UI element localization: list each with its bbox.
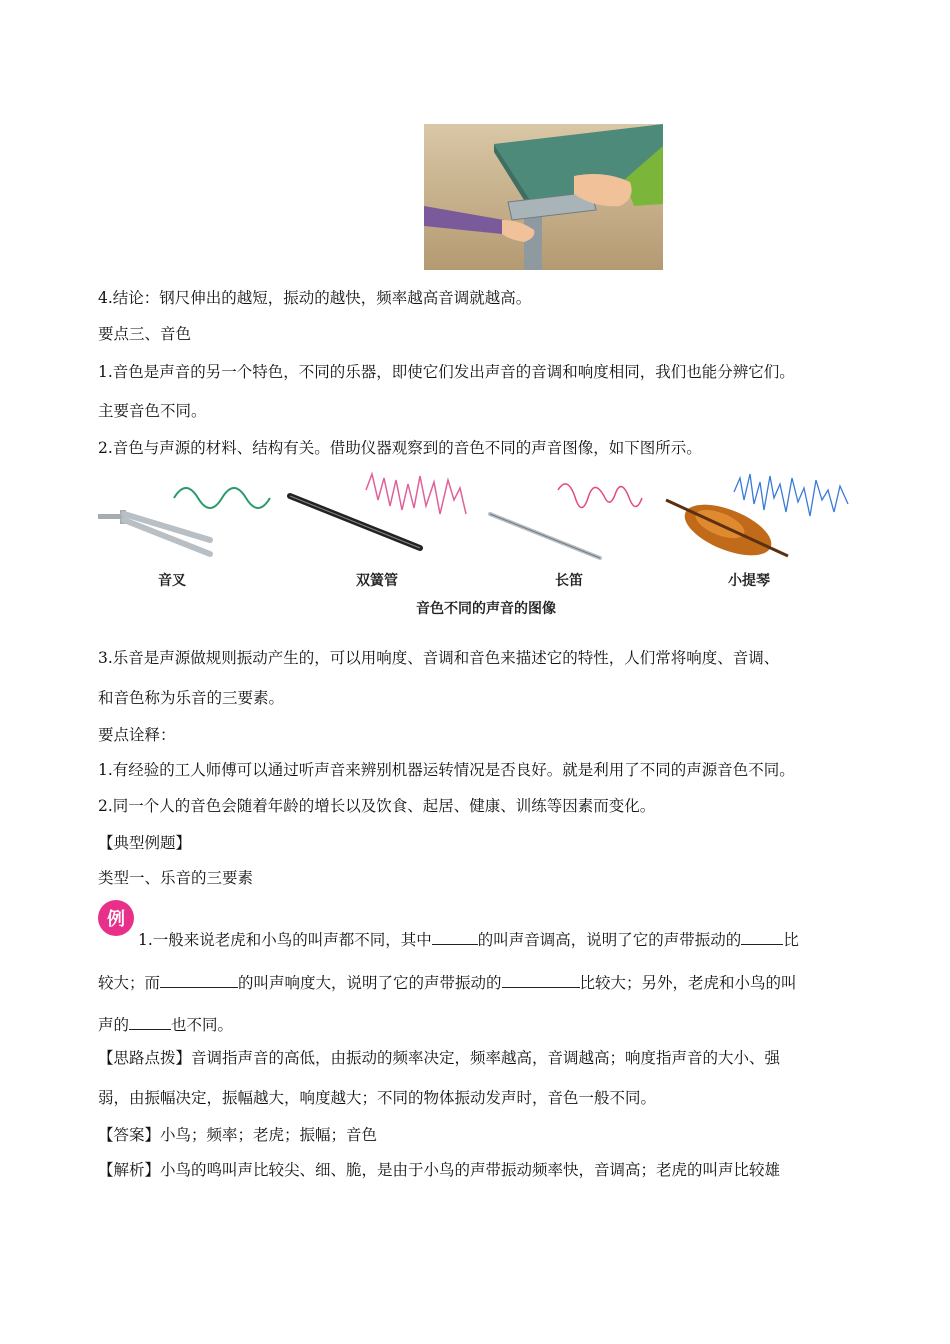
label-oboe: 双簧管	[356, 573, 398, 589]
answer-blank	[129, 1013, 171, 1030]
examples-heading: 【典型例题】	[98, 834, 192, 852]
question-line	[138, 928, 799, 950]
violin-icon	[666, 494, 788, 566]
question-text: 比较大；另外，老虎和小鸟的叫	[579, 974, 797, 992]
question-text: 也不同。	[171, 1016, 234, 1034]
paragraph-line: 主要音色不同。	[98, 402, 207, 420]
answer-label: 【答案】	[98, 1126, 161, 1144]
ruler-experiment-photo	[424, 124, 663, 270]
hint-label: 【思路点拨】	[98, 1049, 192, 1067]
notes-heading: 要点诠释：	[98, 726, 176, 744]
answer-blank	[502, 971, 580, 988]
answer-text: 小鸟；频率；老虎；振幅；音色	[160, 1126, 378, 1144]
timbre-waveform-figure	[98, 470, 850, 620]
question-line	[98, 1013, 233, 1035]
explanation-text: 小鸟的鸣叫声比较尖、细、脆，是由于小鸟的声带振动频率快，音调高；老虎的叫声比较雄	[160, 1161, 781, 1179]
label-tuning-fork: 音叉	[158, 573, 186, 589]
section-heading-timbre: 要点三、音色	[98, 325, 192, 343]
hint-text: 音调指声音的高低，由振动的频率决定，频率越高，音调越高；响度指声音的大小、强	[191, 1049, 781, 1067]
question-text: 声的	[98, 1016, 130, 1034]
question-text: 1.一般来说老虎和小鸟的叫声都不同，其中	[138, 931, 432, 949]
figure-caption: 音色不同的声音的图像	[416, 601, 556, 617]
hint-line	[98, 1048, 780, 1068]
example-badge-icon	[96, 898, 136, 938]
note-line: 1.有经验的工人师傅可以通过听声音来辨别机器运转情况是否良好。就是利用了不同的声源音色不同。	[98, 761, 795, 779]
answer-blank	[160, 971, 238, 988]
flute-icon	[490, 514, 600, 558]
label-violin: 小提琴	[728, 573, 770, 589]
paragraph-line: 1.音色是声音的另一个特色，不同的乐器，即使它们发出声音的音调和响度相同，我们也能分辨它们。	[98, 363, 795, 381]
question-text: 较大；而	[98, 974, 161, 992]
question-text: 的叫声音调高，说明了它的声带振动的	[477, 931, 742, 949]
tuning-fork-icon	[98, 510, 210, 554]
question-text: 比	[783, 931, 799, 949]
answer-blank	[432, 928, 478, 945]
label-flute: 长笛	[555, 573, 583, 589]
paragraph-line: 和音色称为乐音的三要素。	[98, 689, 285, 707]
note-line: 2.同一个人的音色会随着年龄的增长以及饮食、起居、健康、训练等因素而变化。	[98, 797, 656, 815]
type-heading: 类型一、乐音的三要素	[98, 869, 254, 887]
example-badge-label: 例	[107, 909, 125, 930]
paragraph-line: 3.乐音是声源做规则振动产生的，可以用响度、音调和音色来描述它的特性，人们常将响度、音调、	[98, 649, 780, 667]
question-text: 的叫声响度大，说明了它的声带振动的	[238, 974, 502, 992]
answer-line	[98, 1125, 377, 1145]
conclusion-line: 4.结论：钢尺伸出的越短，振动的越快，频率越高音调就越高。	[98, 289, 532, 307]
paragraph-line: 2.音色与声源的材料、结构有关。借助仪器观察到的音色不同的声音图像，如下图所示。	[98, 439, 702, 457]
explanation-line	[98, 1160, 780, 1180]
answer-blank	[741, 928, 783, 945]
explanation-label: 【解析】	[98, 1161, 161, 1179]
question-line	[98, 971, 797, 993]
hint-line: 弱，由振幅决定，振幅越大，响度越大；不同的物体振动发声时，音色一般不同。	[98, 1089, 657, 1107]
